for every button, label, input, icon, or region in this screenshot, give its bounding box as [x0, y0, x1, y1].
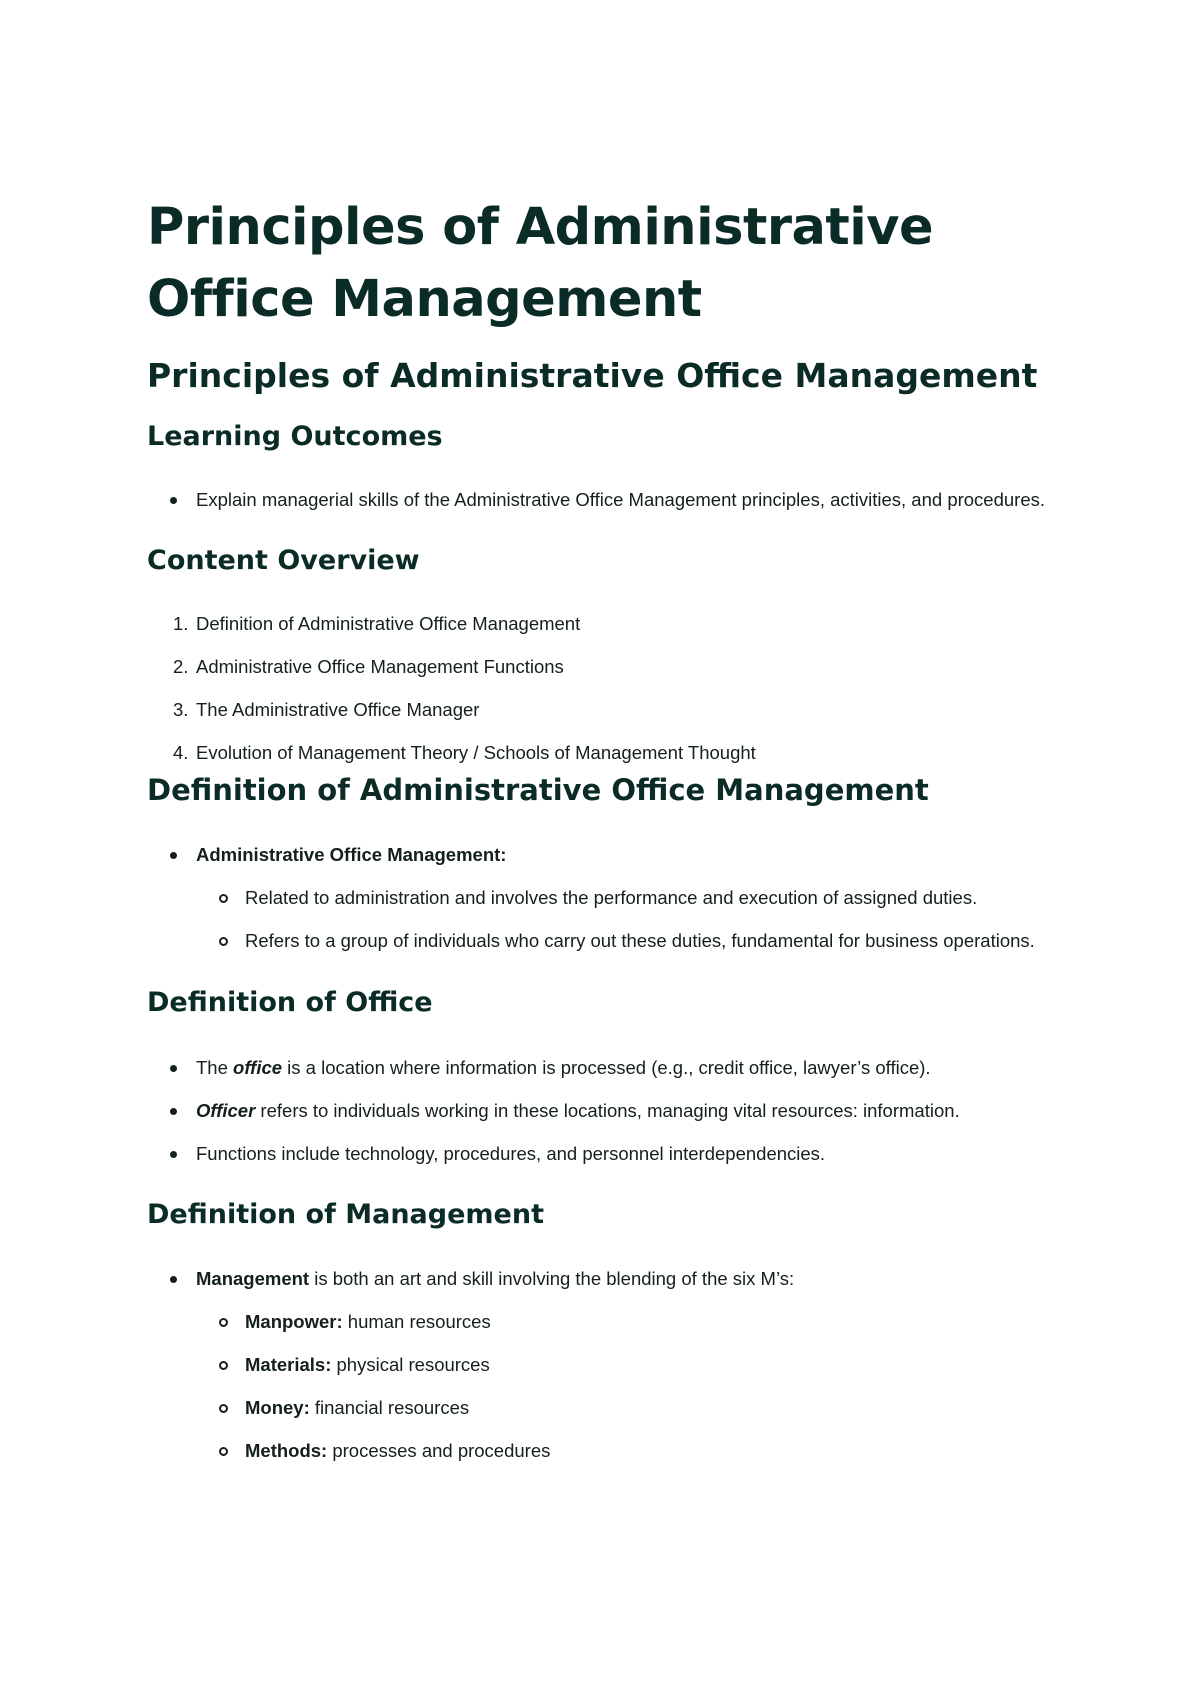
definition-management-heading: Definition of Management	[147, 1199, 544, 1230]
list-item	[147, 1261, 1047, 1469]
text-post: is a location where information is processed (e.g., credit office, lawyer’s office).	[282, 1057, 931, 1078]
list-item	[147, 837, 1047, 959]
term-desc: financial resources	[309, 1397, 470, 1418]
term-desc: human resources	[342, 1311, 491, 1332]
text-pre: The	[196, 1057, 234, 1078]
list-number: 2.	[173, 656, 189, 677]
list-item-text: Evolution of Management Theory / Schools of Management Thought	[196, 742, 756, 763]
learning-outcomes-list	[147, 482, 1047, 518]
definition-aom-list	[147, 837, 1047, 959]
list-item-text: Definition of Administrative Office Management	[196, 613, 581, 634]
term-label: Management	[196, 1268, 310, 1289]
list-item	[147, 735, 1047, 771]
definition-aom-heading: Definition of Administrative Office Management	[147, 773, 929, 807]
term-label: Methods:	[245, 1440, 328, 1461]
learning-outcomes-heading: Learning Outcomes	[147, 421, 443, 452]
list-item-text: Administrative Office Management Functions	[196, 656, 564, 677]
term-label: Materials:	[245, 1354, 332, 1375]
text-post: is both an art and skill involving the blending of the six M’s:	[309, 1268, 795, 1289]
list-number: 1.	[173, 613, 189, 634]
sub-list-item	[196, 1433, 1047, 1469]
sub-list-item	[196, 1390, 1047, 1426]
definition-office-list	[147, 1050, 1047, 1172]
term-desc: physical resources	[331, 1354, 490, 1375]
sub-list	[196, 1304, 1047, 1469]
list-item	[147, 649, 1047, 685]
sub-list	[196, 880, 1047, 959]
sub-list-item	[196, 1304, 1047, 1340]
term-desc: processes and procedures	[327, 1440, 551, 1461]
term-label: Money:	[245, 1397, 310, 1418]
sub-list-item: Related to administration and involves the performance and execution of assigned duties.	[196, 880, 1047, 916]
document-subtitle: Principles of Administrative Office Management	[147, 356, 1038, 395]
list-item-text: The Administrative Office Manager	[196, 699, 480, 720]
list-number: 4.	[173, 742, 189, 763]
text-post: refers to individuals working in these locations, managing vital resources: information.	[255, 1100, 960, 1121]
content-overview-heading: Content Overview	[147, 545, 420, 576]
list-number: 3.	[173, 699, 189, 720]
document-title: Principles of Administrative Office Management	[147, 198, 934, 329]
list-item	[147, 606, 1047, 642]
term-label: Officer	[196, 1100, 256, 1121]
list-item: Functions include technology, procedures, and personnel interdependencies.	[147, 1136, 1047, 1172]
sub-list-item	[196, 1347, 1047, 1383]
list-item	[147, 1093, 1047, 1129]
list-item	[147, 692, 1047, 728]
list-item	[147, 1050, 1047, 1086]
term-label: Administrative Office Management:	[196, 844, 507, 865]
term-label: office	[233, 1057, 283, 1078]
term-label: Manpower:	[245, 1311, 343, 1332]
definition-management-list	[147, 1261, 1047, 1469]
definition-office-heading: Definition of Office	[147, 987, 433, 1018]
sub-list-item: Refers to a group of individuals who carry out these duties, fundamental for business operations.	[196, 923, 1047, 959]
content-overview-list	[147, 606, 1047, 771]
list-item: Explain managerial skills of the Administrative Office Management principles, activities, and procedures.	[147, 482, 1047, 518]
document-page	[147, 192, 1047, 1469]
